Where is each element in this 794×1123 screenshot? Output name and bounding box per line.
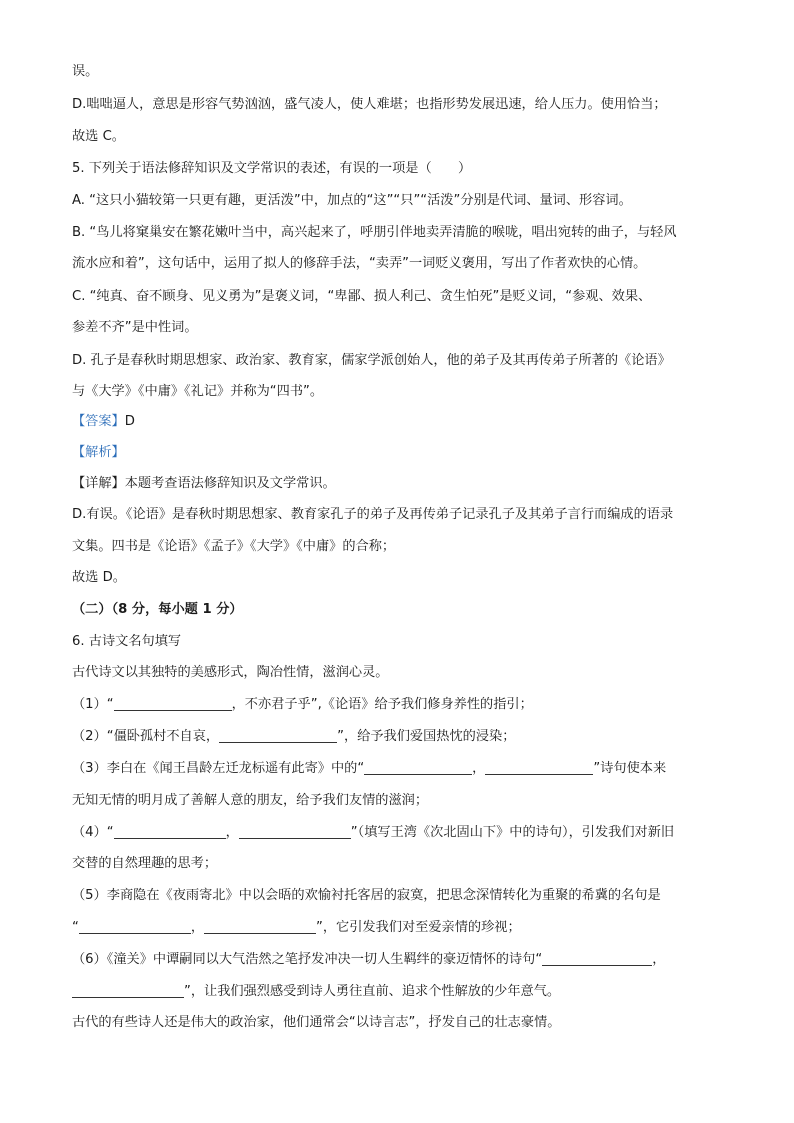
answer-blank[interactable] xyxy=(364,760,472,775)
analysis-tag: 【解析】 xyxy=(72,445,125,460)
text-line: 误。 xyxy=(72,64,99,79)
answer-tag: 【答案】 xyxy=(72,414,125,429)
item-text: （4）“ xyxy=(72,825,114,840)
question-6-intro: 古代诗文以其独特的美感形式，陶冶性情，滋润心灵。 xyxy=(72,665,389,680)
item-text: ”，给予我们爱国热忱的浸染； xyxy=(337,729,516,744)
detail-line xyxy=(72,474,336,494)
question-6-title: 6. 古诗文名句填写 xyxy=(72,634,182,649)
item-text: （3）李白在《闻王昌龄左迁龙标遥有此寄》中的“ xyxy=(72,761,365,776)
closing-line: 古代的有些诗人还是伟大的政治家，他们通常会“以诗言志”，抒发自己的壮志豪情。 xyxy=(72,1015,561,1030)
question-6-item-1 xyxy=(72,695,533,715)
text-line: D.有误。《论语》是春秋时期思想家、教育家孔子的弟子及再传弟子记录孔子及其弟子言行而编成的语录 xyxy=(72,507,674,522)
question-6-item-5-cont xyxy=(72,918,521,938)
answer-blank[interactable] xyxy=(485,760,593,775)
answer-blank[interactable] xyxy=(79,919,191,934)
text-line: 故选 C。 xyxy=(72,129,125,144)
question-5-option-d: D. 孔子是春秋时期思想家、政治家、教育家，儒家学派创始人，他的弟子及其再传弟子所著的《论语》 xyxy=(72,353,671,368)
detail-tag: 【详解】 xyxy=(72,476,125,491)
question-6-item-2 xyxy=(72,727,515,747)
item-text: ， xyxy=(225,825,239,840)
item-text: ，不亦君子乎”,《论语》给予我们修身养性的指引； xyxy=(231,697,533,712)
item-text: ”诗句使本来 xyxy=(593,761,667,776)
question-6-item-5: （5）李商隐在《夜雨寄北》中以会晤的欢愉衬托客居的寂寞，把思念深情转化为重聚的希冀的名句是 xyxy=(72,888,661,903)
question-5-option-b: B. “鸟儿将窠巢安在繁花嫩叶当中，高兴起来了，呼朋引伴地卖弄清脆的喉咙，唱出宛转的曲子，与轻风 xyxy=(72,225,677,240)
item-text: （6）《潼关》中谭嗣同以大气浩然之笔抒发冲决一切人生羁绊的豪迈情怀的诗句“ xyxy=(72,952,543,967)
detail-text: 本题考查语法修辞知识及文学常识。 xyxy=(124,476,336,491)
item-text: （1）“ xyxy=(72,697,114,712)
answer-blank[interactable] xyxy=(114,824,226,839)
item-text: ， xyxy=(472,761,486,776)
question-6-item-6 xyxy=(72,950,665,970)
answer-blank[interactable] xyxy=(114,696,232,711)
item-text: ”（填写王湾《次北固山下》中的诗句），引发我们对新旧 xyxy=(350,825,675,840)
question-6-item-3-cont: 无知无情的明月成了善解人意的朋友，给予我们友情的滋润； xyxy=(72,793,429,808)
item-text: ， xyxy=(652,952,666,967)
item-text: ”，让我们强烈感受到诗人勇往直前、追求个性解放的少年意气。 xyxy=(184,984,561,999)
section-heading: （二）（8 分，每小题 1 分） xyxy=(72,602,243,617)
question-5-option-a: A. “这只小猫较第一只更有趣，更活泼”中，加点的“这”“只”“活泼”分别是代词、量词、形容词。 xyxy=(72,193,632,208)
item-text: ， xyxy=(190,920,205,935)
answer-blank[interactable] xyxy=(72,983,184,998)
question-6-item-4 xyxy=(72,823,674,843)
question-5-stem: 5. 下列关于语法修辞知识及文学常识的表述，有误的一项是（ ） xyxy=(72,161,472,176)
text-line: D.咄咄逼人，意思是形容气势汹汹，盛气凌人，使人难堪；也指形势发展迅速，给人压力。使用恰当； xyxy=(72,97,667,112)
answer-blank[interactable] xyxy=(219,728,337,743)
text-line: 故选 D。 xyxy=(72,570,126,585)
answer-value: D xyxy=(124,414,135,429)
item-text: ”，它引发我们对至爱亲情的珍视； xyxy=(316,920,521,935)
answer-blank[interactable] xyxy=(542,951,652,966)
item-text: （2）“僵卧孤村不自哀， xyxy=(72,729,220,744)
text-line: 文集。四书是《论语》《孟子》《大学》《中庸》的合称； xyxy=(72,539,396,554)
question-6-item-6-cont xyxy=(72,982,560,1002)
question-5-option-d-cont: 与《大学》《中庸》《礼记》并称为“四书”。 xyxy=(72,384,324,399)
question-5-option-c-cont: 参差不齐”是中性词。 xyxy=(72,320,198,335)
item-text: “ xyxy=(72,920,79,935)
answer-blank[interactable] xyxy=(239,824,351,839)
analysis-line xyxy=(72,443,125,463)
question-6-item-3 xyxy=(72,759,666,779)
answer-line xyxy=(72,412,135,432)
answer-blank[interactable] xyxy=(204,919,316,934)
question-5-option-b-cont: 流水应和着”，这句话中，运用了拟人的修辞手法，“卖弄”一词贬义褒用，写出了作者欢快的心情。 xyxy=(72,256,647,271)
question-6-item-4-cont: 交替的自然理趣的思考； xyxy=(72,856,218,871)
question-5-option-c: C. “纯真、奋不顾身、见义勇为”是褒义词，“卑鄙、损人利己、贪生怕死”是贬义词，“参观、效果、 xyxy=(72,289,652,304)
